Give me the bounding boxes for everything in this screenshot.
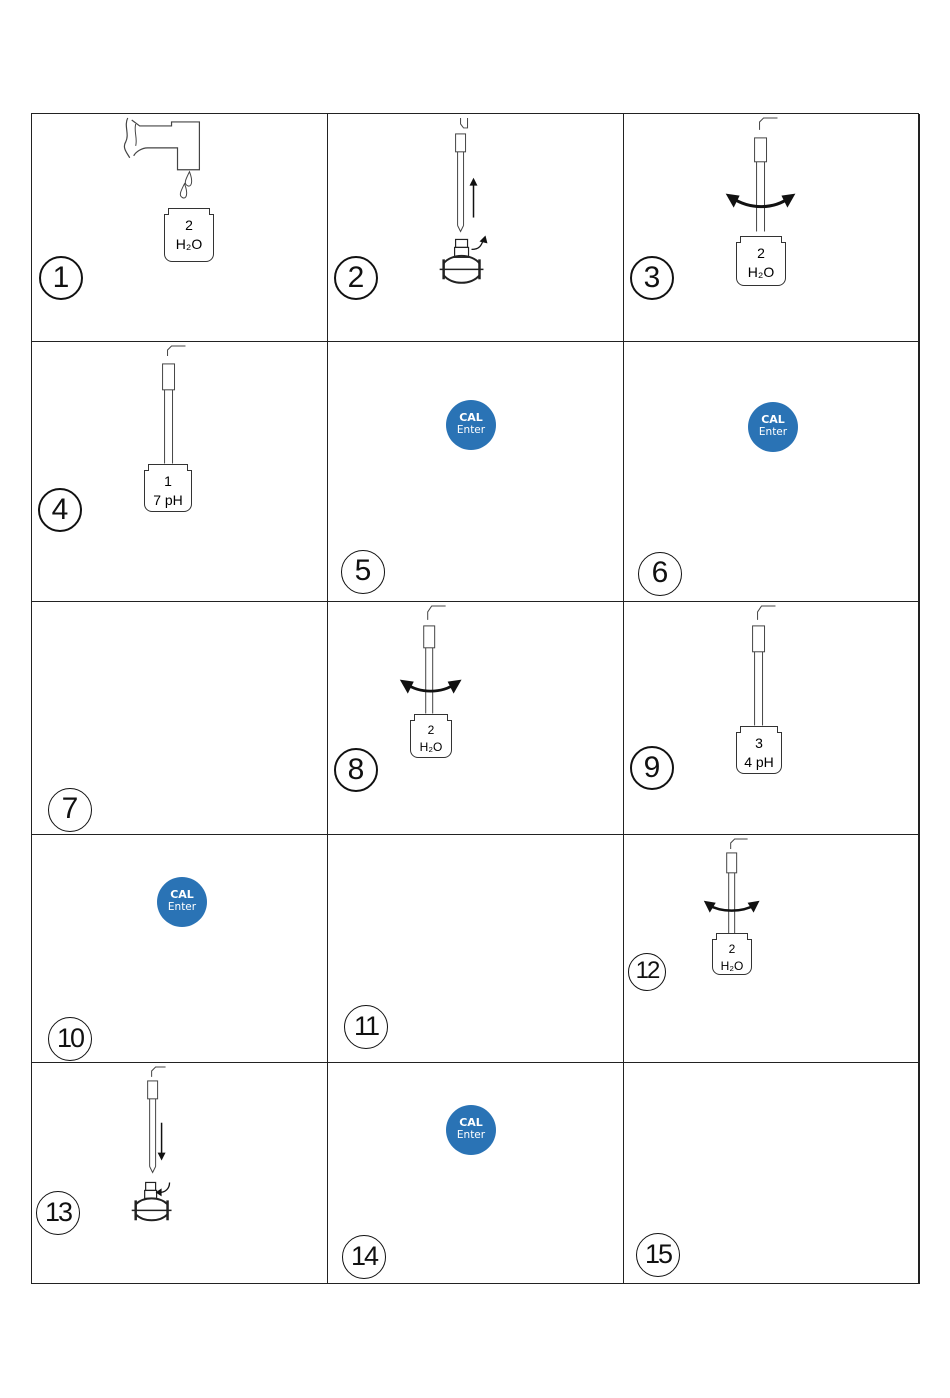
- cal-label: CAL: [459, 1116, 483, 1129]
- step-8-panel: [328, 602, 624, 835]
- step-number: 14: [342, 1235, 386, 1279]
- water-jar: [712, 939, 752, 975]
- jar-label: H₂O: [175, 236, 203, 252]
- cal-label: CAL: [761, 413, 785, 426]
- step-5-panel: [328, 342, 624, 602]
- cal-label: CAL: [170, 888, 194, 901]
- step-number: 3: [630, 256, 674, 300]
- electrode-remove-icon: [328, 114, 623, 341]
- electrode-insert-icon: [32, 1063, 327, 1283]
- jar-label: H₂O: [419, 740, 443, 754]
- enter-label: Enter: [456, 424, 486, 436]
- jar-number: 2: [427, 723, 435, 737]
- step-1-panel: [32, 114, 328, 342]
- step-11-panel: [328, 835, 624, 1063]
- cal-label: CAL: [459, 411, 483, 424]
- step-7-panel: [32, 602, 328, 835]
- step-12-panel: [624, 835, 920, 1063]
- step-9-panel: [624, 602, 920, 835]
- step-3-panel: [624, 114, 920, 342]
- jar-label: 7 pH: [153, 492, 183, 508]
- step-number: 10: [48, 1017, 92, 1061]
- step-10-panel: [32, 835, 328, 1063]
- step-number: 12: [628, 953, 666, 991]
- cal-enter-button[interactable]: [748, 402, 798, 452]
- enter-label: Enter: [456, 1129, 486, 1141]
- jar-number: 2: [757, 245, 765, 261]
- cal-enter-button[interactable]: [446, 400, 496, 450]
- water-jar: [164, 214, 214, 262]
- jar-number: 3: [755, 735, 763, 751]
- step-13-panel: [32, 1063, 328, 1284]
- step-number: 7: [48, 788, 92, 832]
- buffer-jar: [736, 732, 782, 774]
- step-number: 9: [630, 746, 674, 790]
- buffer-jar: [144, 470, 192, 512]
- electrode-swirl-icon: [624, 114, 919, 341]
- step-number: 2: [334, 256, 378, 300]
- step-4-panel: [32, 342, 328, 602]
- step-6-panel: [624, 342, 920, 602]
- jar-number: 2: [185, 217, 193, 233]
- jar-label: H₂O: [720, 959, 744, 973]
- step-number: 15: [636, 1233, 680, 1277]
- step-number: 1: [39, 256, 83, 300]
- electrode-swirl-icon: [624, 835, 919, 1062]
- water-jar: [410, 720, 452, 758]
- cal-enter-button[interactable]: [157, 877, 207, 927]
- jar-label: H₂O: [747, 264, 775, 280]
- enter-label: Enter: [758, 426, 788, 438]
- water-jar: [736, 242, 786, 286]
- electrode-in-buffer-icon: [624, 602, 919, 834]
- step-number: 6: [638, 552, 682, 596]
- cal-enter-button[interactable]: [446, 1105, 496, 1155]
- step-number: 4: [38, 488, 82, 532]
- step-2-panel: [328, 114, 624, 342]
- step-14-panel: [328, 1063, 624, 1284]
- jar-label: 4 pH: [744, 754, 774, 770]
- step-15-panel: [624, 1063, 920, 1284]
- jar-number: 1: [164, 473, 172, 489]
- step-number: 11: [344, 1005, 388, 1049]
- step-number: 13: [36, 1191, 80, 1235]
- electrode-swirl-icon: [328, 602, 623, 834]
- jar-number: 2: [728, 942, 736, 956]
- calibration-steps-grid: [31, 113, 919, 1284]
- enter-label: Enter: [167, 901, 197, 913]
- step-number: 8: [334, 748, 378, 792]
- step-number: 5: [341, 550, 385, 594]
